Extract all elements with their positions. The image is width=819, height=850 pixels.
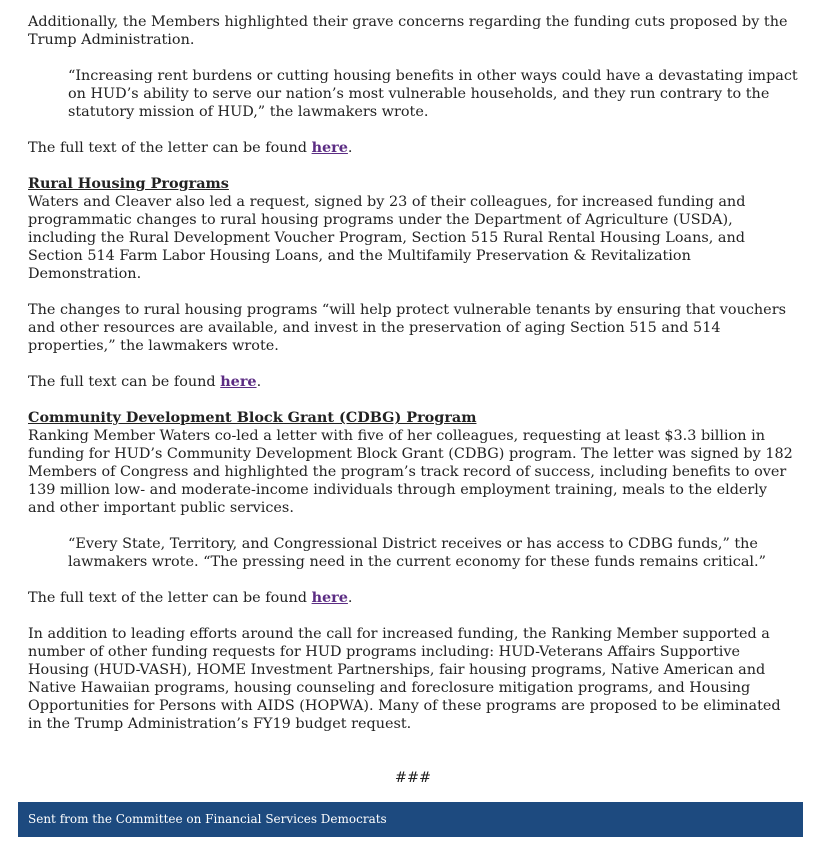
paragraph-rural-changes: The changes to rural housing programs “will help protect vulnerable tenants by ensuring that vouchers and other resources are available, and invest in the preservation of aging Section 515 and 514 properties,” the lawmakers wrote. <box>28 302 786 354</box>
full-text-line-1 <box>28 139 798 157</box>
full-text-prefix: The full text of the letter can be found <box>28 140 312 156</box>
heading-rural-housing: Rural Housing Programs <box>28 175 229 192</box>
quote-hud: “Increasing rent burdens or cutting housing benefits in other ways could have a devastating impact on HUD’s ability to serve our nation’s most vulnerable households, and they run contrary to the statutory mission of HUD,” the lawmakers wrote. <box>68 68 798 120</box>
here-link-3[interactable]: here <box>311 589 348 606</box>
full-text-suffix: . <box>256 374 262 390</box>
full-text-prefix: The full text can be found <box>28 374 221 390</box>
footer-banner: Sent from the Committee on Financial Services Democrats <box>18 802 803 837</box>
full-text-suffix: . <box>347 140 353 156</box>
quote-cdbg: “Every State, Territory, and Congressional District receives or has access to CDBG funds,” the lawmakers wrote. “The pressing need in the current economy for these funds remains critical.” <box>68 536 766 570</box>
full-text-line-2 <box>28 373 798 391</box>
full-text-line-3 <box>28 589 798 607</box>
heading-cdbg: Community Development Block Grant (CDBG) Program <box>28 409 477 426</box>
paragraph-closing: In addition to leading efforts around the call for increased funding, the Ranking Member supported a number of other funding requests for HUD programs including: HUD-Veterans Affairs Supportive Housing (HUD-VASH), HOME Investment Partnerships, fair housing programs, Native American and Native Hawaiian programs, housing counseling and foreclosure mitigation programs, and Housing Opportunities for Persons with AIDS (HOPWA). Many of these programs are proposed to be eliminated in the Trump Administration’s FY19 budget request. <box>28 626 781 732</box>
paragraph-funding-concerns: Additionally, the Members highlighted their grave concerns regarding the funding cuts proposed by the Trump Administration. <box>28 14 788 48</box>
here-link-1[interactable]: here <box>311 139 348 156</box>
here-link-2[interactable]: here <box>220 373 257 390</box>
full-text-prefix: The full text of the letter can be found <box>28 590 312 606</box>
paragraph-cdbg: Ranking Member Waters co-led a letter with five of her colleagues, requesting at least $3.3 billion in funding for HUD’s Community Development Block Grant (CDBG) program. The letter was signed by 182 Members of Congress and highlighted the program’s track record of success, including benefits to over 139 million low- and moderate-income individuals through employment training, meals to the elderly and other important public services. <box>28 428 793 516</box>
end-mark: ### <box>394 770 432 786</box>
email-body <box>28 13 798 787</box>
paragraph-rural-request: Waters and Cleaver also led a request, signed by 23 of their colleagues, for increased funding and programmatic changes to rural housing programs under the Department of Agriculture (USDA), including the Rural Development Voucher Program, Section 515 Rural Rental Housing Loans, and Section 514 Farm Labor Housing Loans, and the Multifamily Preservation & Revitalization Demonstration. <box>28 194 746 282</box>
full-text-suffix: . <box>347 590 353 606</box>
